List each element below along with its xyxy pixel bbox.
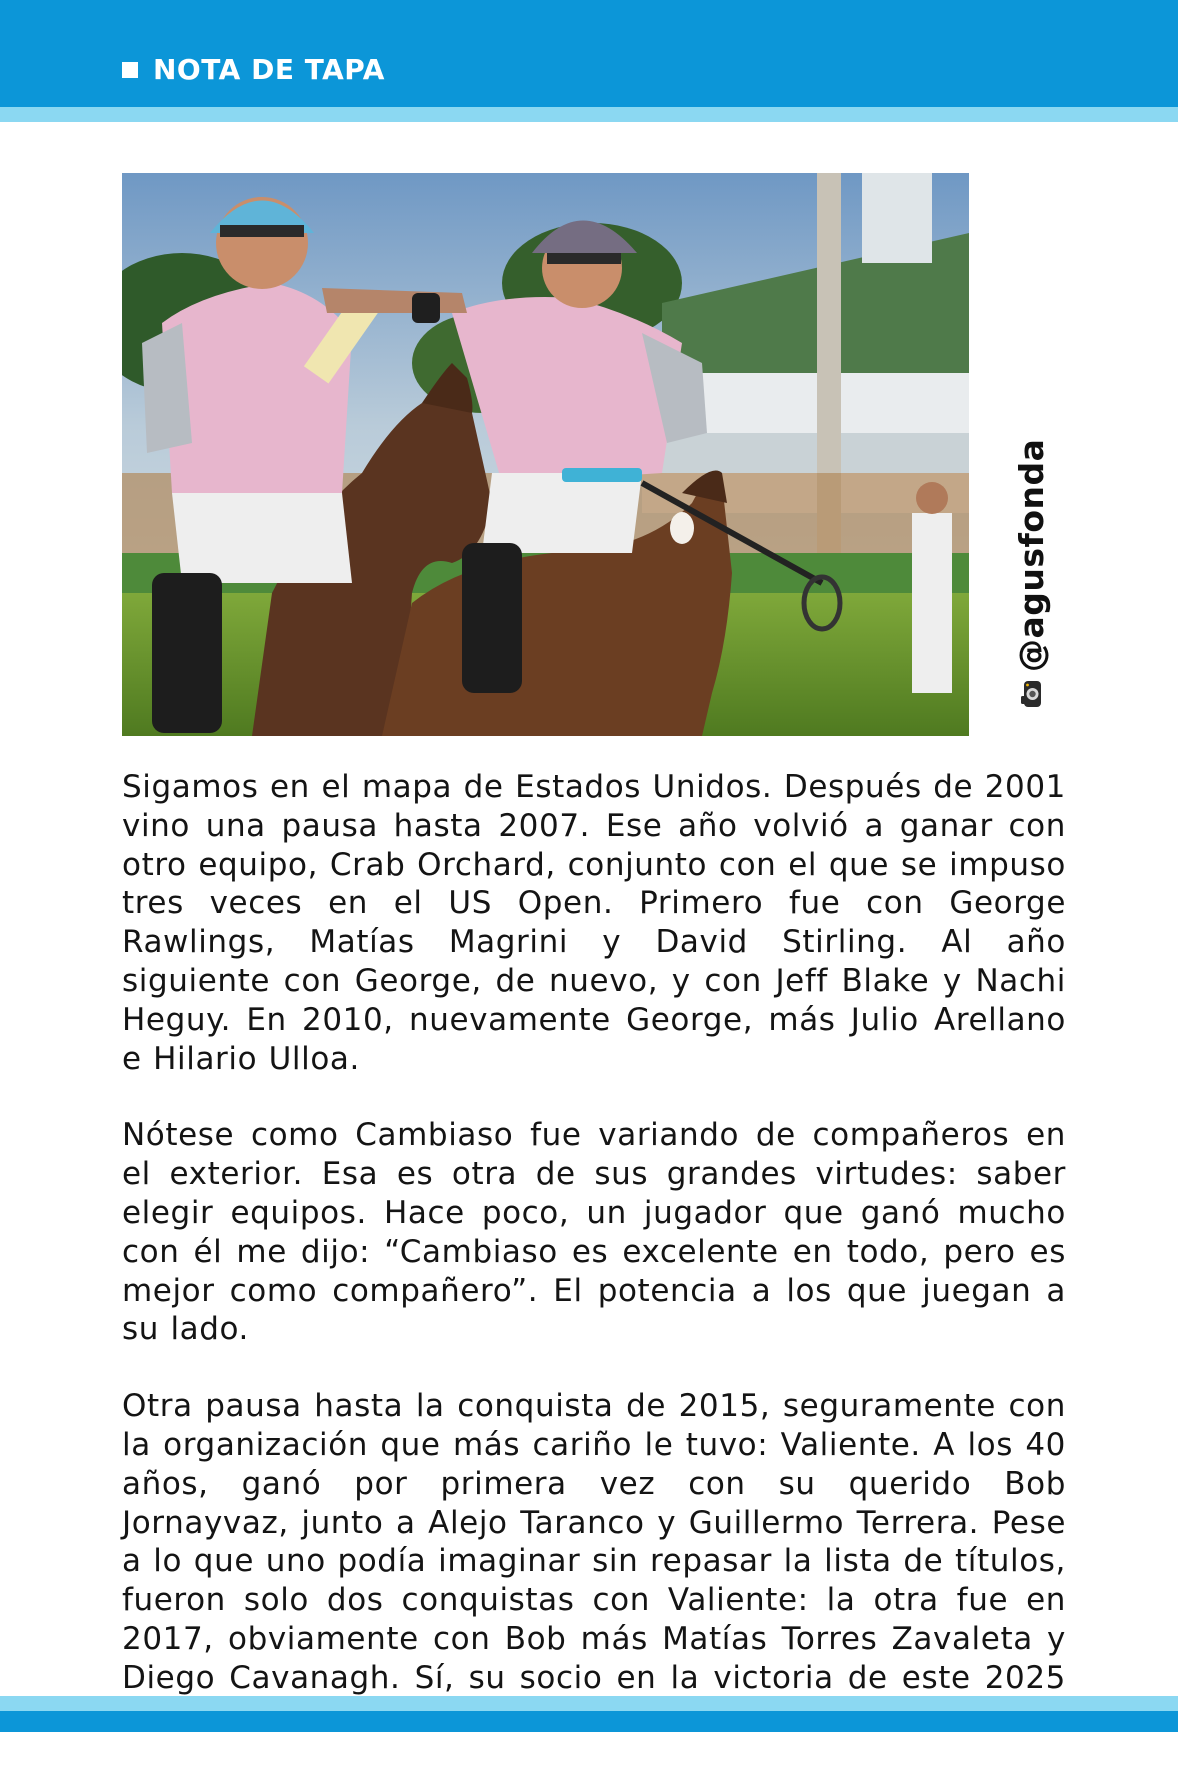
polo-players-photo — [122, 173, 969, 736]
header-stripe — [0, 107, 1178, 122]
section-label: NOTA DE TAPA — [153, 53, 385, 86]
photo-credit-handle: @agusfonda — [1011, 438, 1051, 672]
article-paragraph-text: Otra pausa hasta la conquista de 2015, seguramente con la organización que más cariño le tuvo: Valiente. A los 40 años, ganó por primera vez con su querido Bob Jornayvaz, junto a Alejo Taranco y Guillermo Terrera. Pese a lo que uno podía imaginar sin repasar la lista de títulos, fueron solo dos conquistas con Valiente: la otra fue en 2017, obviamente con Bob más Matías Torres Zavaleta y Diego Cavanagh. Sí, su socio en la victoria de este 2025 — [122, 1388, 1066, 1696]
article-paragraph — [122, 1387, 1066, 1736]
photo-credit — [975, 438, 1051, 736]
camera-icon — [1020, 680, 1042, 708]
footer-bar — [0, 1711, 1178, 1732]
footer-stripe — [0, 1696, 1178, 1711]
section-marker-icon — [122, 62, 138, 78]
article-paragraph: Sigamos en el mapa de Estados Unidos. Después de 2001 vino una pausa hasta 2007. Ese año volvió a ganar con otro equipo, Crab Orchard, conjunto con el que se impuso tres veces en el US Open. Primero fue con George Rawlings, Matías Magrini y David Stirling. Al año siguiente con George, de nuevo, y con Jeff Blake y Nachi Heguy. En 2010, nuevamente George, más Julio Arellano e Hilario Ulloa. — [122, 769, 1066, 1077]
article-paragraph: Nótese como Cambiaso fue variando de compañeros en el exterior. Esa es otra de sus grandes virtudes: saber elegir equipos. Hace poco, un jugador que ganó mucho con él me dijo: “Cambiaso es excelente en todo, pero es mejor como compañero”. El potencia a los que juegan a su lado. — [122, 1117, 1066, 1348]
article-body — [122, 768, 1066, 1774]
